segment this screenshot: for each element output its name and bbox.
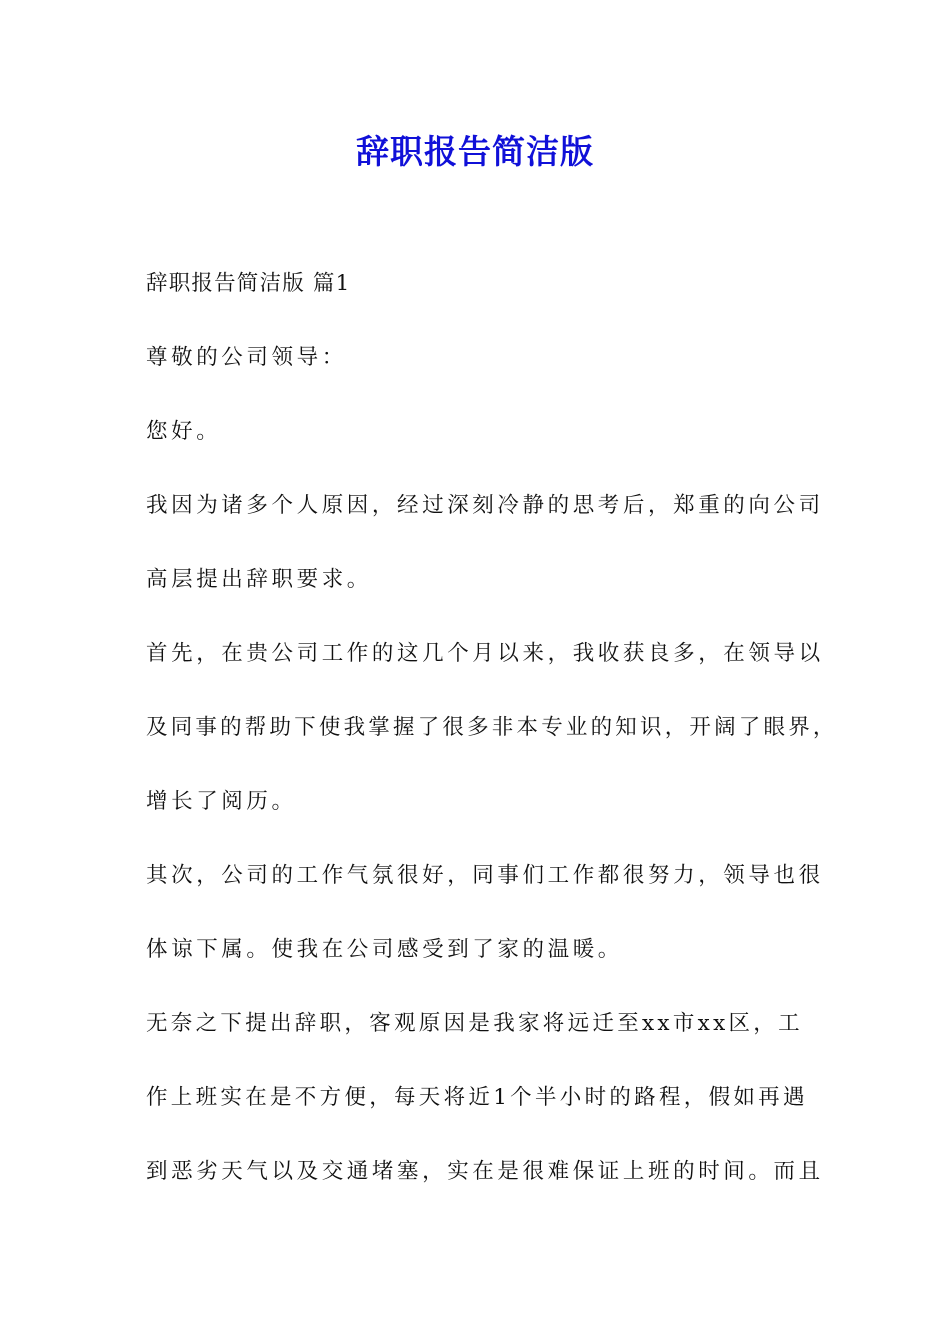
paragraph-line: 首先，在贵公司工作的这几个月以来，我收获良多，在领导以 — [146, 641, 824, 666]
paragraph-line: 及同事的帮助下使我掌握了很多非本专业的知识，开阔了眼界， — [146, 715, 838, 740]
paragraph-line: 作上班实在是不方便，每天将近1个半小时的路程，假如再遇 — [146, 1085, 808, 1110]
paragraph-line: 到恶劣天气以及交通堵塞，实在是很难保证上班的时间。而且 — [146, 1159, 824, 1184]
paragraph-line: 体谅下属。使我在公司感受到了家的温暖。 — [146, 937, 623, 962]
greeting: 您好。 — [146, 419, 222, 444]
salutation: 尊敬的公司领导： — [146, 345, 347, 370]
document-title: 辞职报告简洁版 — [356, 132, 594, 171]
paragraph-line: 我因为诸多个人原因，经过深刻冷静的思考后，郑重的向公司 — [146, 493, 824, 518]
paragraph-line: 无奈之下提出辞职，客观原因是我家将远迁至xx市xx区，工 — [146, 1011, 803, 1036]
paragraph-line: 增长了阅历。 — [146, 789, 297, 814]
paragraph-line: 高层提出辞职要求。 — [146, 567, 372, 592]
section-heading: 辞职报告简洁版 篇1 — [146, 271, 351, 296]
paragraph-line: 其次，公司的工作气氛很好，同事们工作都很努力，领导也很 — [146, 863, 824, 888]
